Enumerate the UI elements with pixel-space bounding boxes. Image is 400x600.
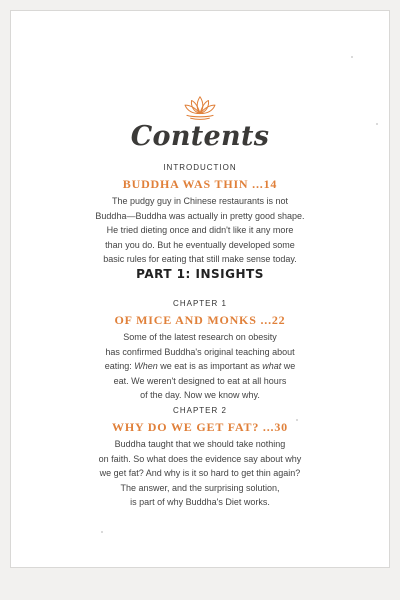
text-line: He tried dieting once and didn't like it any more — [106, 225, 294, 236]
text-line: eat. We weren't designed to eat at all hours — [113, 375, 287, 386]
text-line: The pudgy guy in Chinese restaurants is not — [111, 196, 289, 206]
text-line: The answer, and the surprising solution, — [120, 482, 280, 493]
scan-speck — [296, 419, 298, 421]
introduction-description — [11, 194, 389, 267]
text-line: Buddha taught that we should take nothing — [114, 439, 286, 449]
chapter-2-heading: WHY DO WE GET FAT? ...30 — [112, 420, 288, 434]
text-line: is part of why Buddha's Diet works. — [130, 497, 270, 508]
part-heading: PART 1: INSIGHTS — [136, 267, 264, 281]
text-line: has confirmed Buddha's original teaching about — [105, 346, 295, 357]
text-line: than you do. But he eventually developed some — [105, 239, 295, 250]
part-section — [11, 267, 389, 281]
page-title: Contents — [130, 121, 270, 152]
chapter-2-label: CHAPTER 2 — [173, 406, 227, 415]
introduction-heading: BUDDHA WAS THIN ...14 — [122, 177, 278, 191]
text-line: Some of the latest research on obesity — [123, 332, 277, 342]
chapter-1-section — [11, 299, 389, 403]
text-line: basic rules for eating that still make sense today. — [103, 254, 297, 265]
chapter-2-description — [11, 437, 389, 510]
chapter-1-description — [11, 330, 389, 403]
scan-speck — [376, 123, 378, 125]
text-line: on faith. So what does the evidence say about why — [98, 453, 302, 464]
text-line: we get fat? And why is it so hard to get thin again? — [99, 468, 301, 479]
introduction-label: INTRODUCTION — [163, 163, 237, 172]
chapter-2-section — [11, 406, 389, 510]
chapter-1-heading: OF MICE AND MONKS ...22 — [114, 313, 286, 327]
text-line: Buddha—Buddha was actually in pretty good shape. — [95, 210, 305, 221]
lotus-icon — [181, 93, 219, 121]
scan-speck — [101, 531, 103, 533]
introduction-section — [11, 163, 389, 267]
book-page — [10, 10, 390, 568]
text-line: eating: When we eat is as important as what we — [104, 361, 296, 372]
chapter-1-label: CHAPTER 1 — [173, 299, 227, 308]
scan-speck — [351, 56, 353, 58]
text-line: of the day. Now we know why. — [140, 390, 260, 401]
